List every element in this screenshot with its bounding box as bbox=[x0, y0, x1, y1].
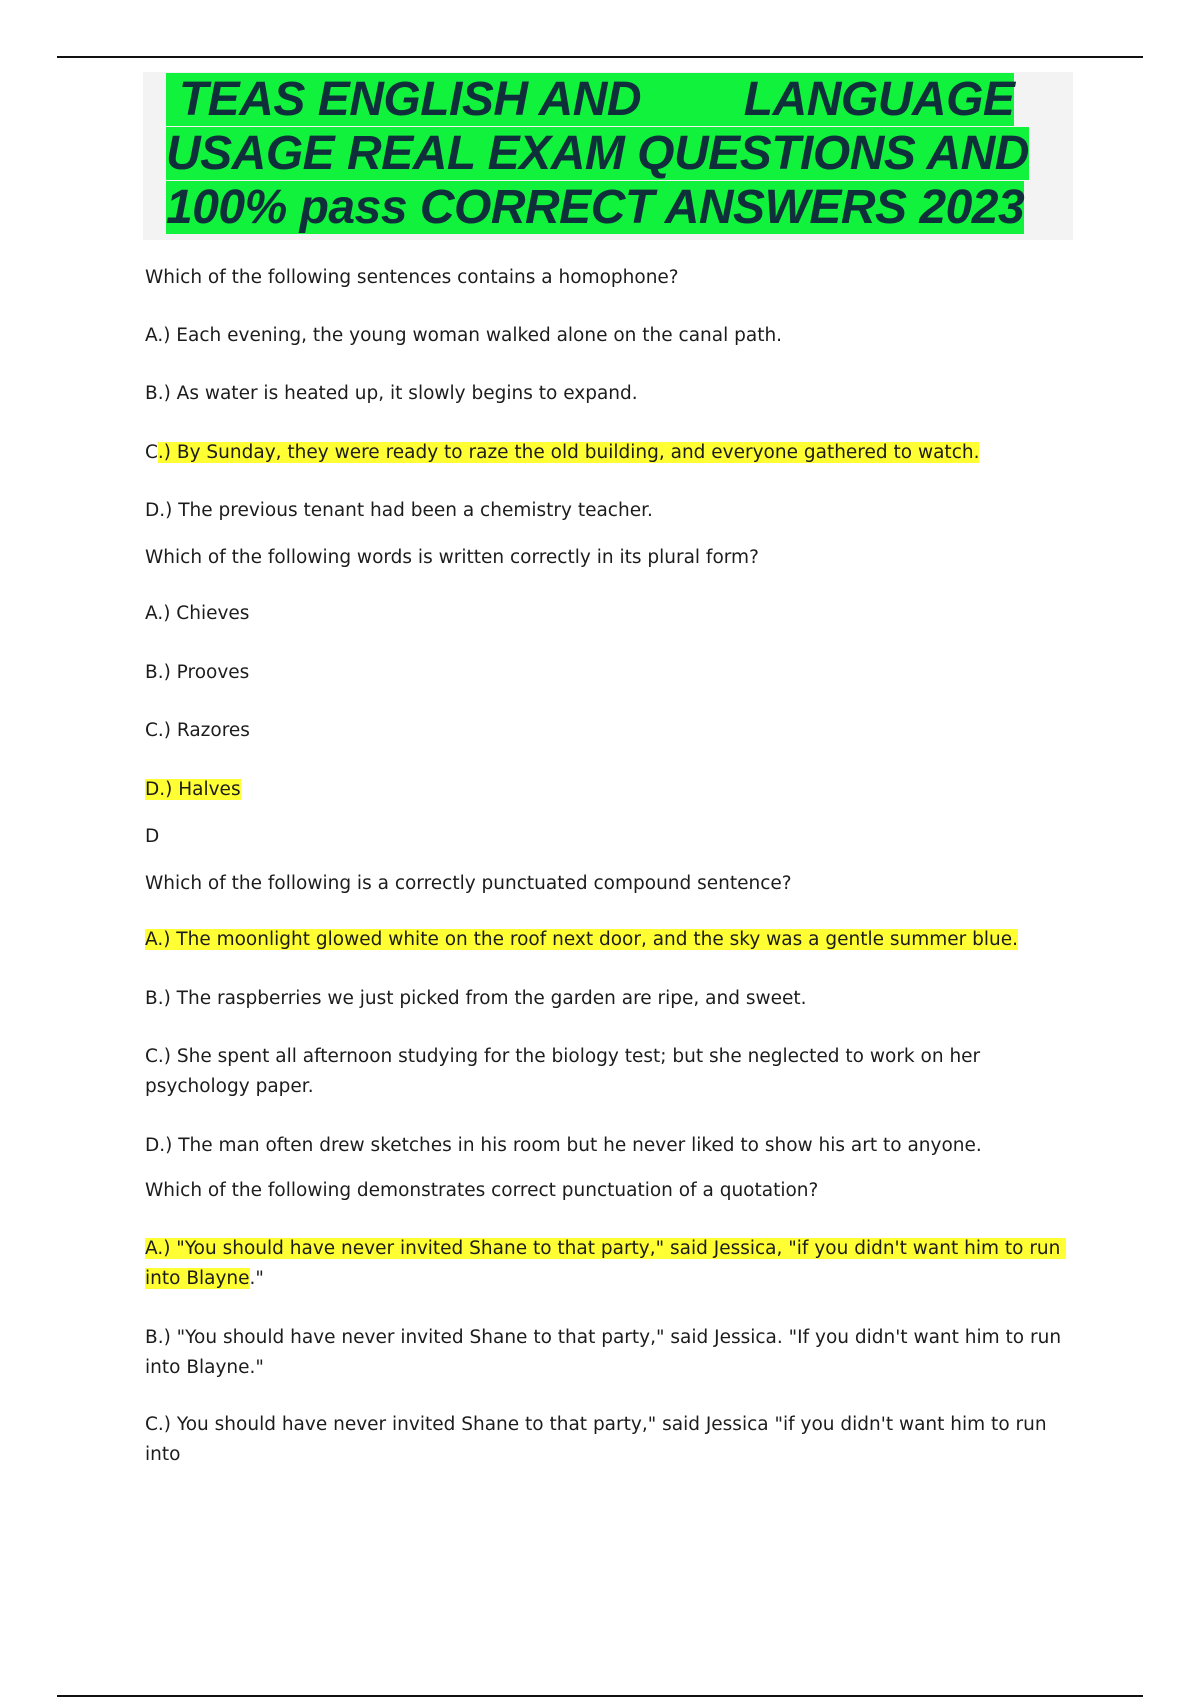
q3-option-a bbox=[145, 925, 1085, 955]
q3-option-a-highlight: A.) The moonlight glowed white on the roof next door, and the sky was a gentle summer blue. bbox=[145, 929, 1019, 950]
q2-question: Which of the following words is written correctly in its plural form? bbox=[145, 547, 759, 568]
q2-option-b: B.) Prooves bbox=[145, 662, 250, 683]
document-title bbox=[166, 73, 1068, 235]
q4-option-b: B.) "You should have never invited Shane to that party," said Jessica. "If you didn't want him to run into Blayne." bbox=[145, 1327, 1067, 1378]
q1-option-d: D.) The previous tenant had been a chemistry teacher. bbox=[145, 500, 653, 521]
q1-option-a: A.) Each evening, the young woman walked alone on the canal path. bbox=[145, 325, 783, 346]
q1-option-b: B.) As water is heated up, it slowly begins to expand. bbox=[145, 383, 638, 404]
q4-option-a-tail: ." bbox=[249, 1268, 264, 1289]
q2-option-a: A.) Chieves bbox=[145, 603, 250, 624]
top-rule bbox=[57, 56, 1143, 58]
q1-option-c-prefix: C bbox=[145, 442, 158, 463]
q1-question: Which of the following sentences contains a homophone? bbox=[145, 267, 679, 288]
q4-option-a-highlight: A.) "You should have never invited Shane to that party," said Jessica, "if you didn't want him to run into Blayne bbox=[145, 1238, 1067, 1289]
q3-option-b: B.) The raspberries we just picked from the garden are ripe, and sweet. bbox=[145, 988, 807, 1009]
title-line-3: 100% pass CORRECT ANSWERS 2023 bbox=[166, 181, 1025, 234]
q4-option-a bbox=[145, 1234, 1085, 1294]
q1-option-c bbox=[145, 438, 1085, 468]
q2-option-d bbox=[145, 775, 1085, 805]
q3-option-c: C.) She spent all afternoon studying for the biology test; but she neglected to work on her psychology paper. bbox=[145, 1046, 987, 1097]
q4-option-c: C.) You should have never invited Shane to that party," said Jessica "if you didn't want him to run into bbox=[145, 1414, 1053, 1465]
q3-question: Which of the following is a correctly punctuated compound sentence? bbox=[145, 873, 792, 894]
q2-option-c: C.) Razores bbox=[145, 720, 250, 741]
title-line-1: TEAS ENGLISH AND LANGUAGE bbox=[166, 73, 1015, 126]
q4-question: Which of the following demonstrates correct punctuation of a quotation? bbox=[145, 1180, 819, 1201]
q2-answer: D bbox=[145, 826, 160, 847]
q3-option-d: D.) The man often drew sketches in his room but he never liked to show his art to anyone. bbox=[145, 1135, 982, 1156]
bottom-rule bbox=[57, 1695, 1143, 1697]
title-line-2: USAGE REAL EXAM QUESTIONS AND bbox=[166, 127, 1029, 180]
q2-option-d-highlight: D.) Halves bbox=[145, 779, 241, 800]
q1-option-c-highlight: .) By Sunday, they were ready to raze the old building, and everyone gathered to watch. bbox=[157, 442, 980, 463]
